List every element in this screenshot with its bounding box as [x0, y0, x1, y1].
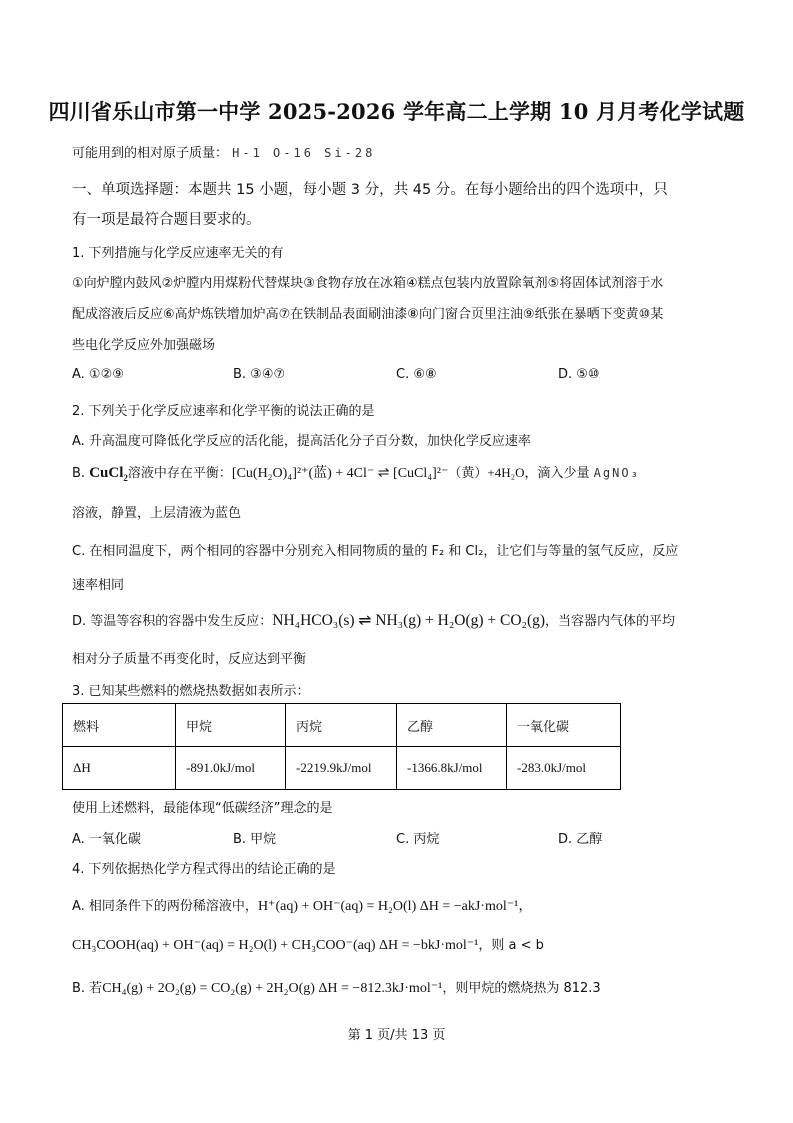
- q3-stem: 3. 已知某些燃料的燃烧热数据如表所示：: [72, 684, 310, 699]
- section-header-line2: 有一项是最符合题目要求的。: [72, 212, 261, 228]
- page-title: 四川省乐山市第一中学 2025-2026 学年高二上学期 10 月月考化学试题: [48, 99, 745, 124]
- q4-a-text: A. 相同条件下的两份稀溶液中，: [72, 899, 258, 914]
- q1-line3: 些电化学反应外加强磁场: [72, 338, 216, 353]
- q1-option-a[interactable]: A. ①②⑨: [72, 367, 124, 382]
- q4-b-equation: CH₄(g) + 2O₂(g) = CO₂(g) + 2H₂O(g) ΔH = −812.3kJ·mol⁻¹: [102, 981, 443, 996]
- table-cell: ΔH: [63, 747, 176, 790]
- table-cell: -1366.8kJ/mol: [397, 747, 507, 790]
- q2-b-agno3: AgNO₃: [593, 466, 640, 480]
- table-cell: 乙醇: [397, 704, 507, 747]
- q2-option-d-line1[interactable]: [72, 610, 675, 630]
- q2-option-d-line2: 相对分子质量不再变化时，反应达到平衡: [72, 652, 307, 667]
- table-cell: 甲烷: [176, 704, 286, 747]
- q2-d-tail: ，当容器内气体的平均: [545, 614, 676, 629]
- table-cell: 燃料: [63, 704, 176, 747]
- q1-stem: 1. 下列措施与化学反应速率无关的有: [72, 246, 284, 261]
- q2-b-equation-left: [Cu(H₂O)₄]²⁺(蓝) + 4Cl⁻ ⇌ [CuCl₄]²⁻: [231, 466, 449, 481]
- q2-d-text: D. 等温等容积的容器中发生反应：: [72, 614, 273, 629]
- q4-a-equation2: CH₃COOH(aq) + OH⁻(aq) = H₂O(l) + CH₃COO⁻(aq) ΔH = −bkJ·mol⁻¹: [72, 938, 479, 953]
- q2-b-equation-right: （黄）+4H₂O，滴入少量: [448, 465, 590, 480]
- q2-option-c-line1[interactable]: C. 在相同温度下，两个相同的容器中分别充入相同物质的量的 F₂ 和 Cl₂，让它们与等量的氢气反应，反应: [72, 544, 679, 559]
- q2-option-b-line1[interactable]: [72, 462, 640, 483]
- q2-option-a[interactable]: A. 升高温度可降低化学反应的活化能，提高活化分子百分数，加快化学反应速率: [72, 434, 531, 449]
- fuel-heat-table: [62, 703, 621, 790]
- q3-option-a[interactable]: A. 一氧化碳: [72, 832, 141, 847]
- q2-d-equation: NH₄HCO₃(s) ⇌ NH₃(g) + H₂O(g) + CO₂(g): [272, 612, 546, 629]
- q1-option-d[interactable]: D. ⑤⑩: [558, 367, 600, 382]
- q4-option-a-line2: [72, 934, 544, 954]
- q4-option-b-line1[interactable]: [72, 977, 601, 997]
- q4-option-a-line1[interactable]: [72, 895, 532, 915]
- q2-option-b-line2: 溶液，静置，上层清液为蓝色: [72, 506, 242, 521]
- q1-line1: ①向炉膛内鼓风②炉膛内用煤粉代替煤块③食物存放在冰箱④糕点包装内放置除氧剂⑤将固体试剂溶于水: [72, 276, 664, 291]
- q4-b-tail: ，则甲烷的燃烧热为 812.3: [442, 981, 601, 996]
- q4-stem: 4. 下列依据热化学方程式得出的结论正确的是: [72, 862, 336, 877]
- atomic-mass-values: H-1 O-16 Si-28: [232, 146, 376, 160]
- q2-b-text1: 溶液中存在平衡：: [127, 466, 232, 481]
- table-cell: 一氧化碳: [507, 704, 621, 747]
- q3-option-d[interactable]: D. 乙醇: [558, 832, 603, 847]
- table-row: [63, 747, 621, 790]
- q1-option-c[interactable]: C. ⑥⑧: [396, 367, 437, 382]
- q3-option-c[interactable]: C. 丙烷: [396, 832, 440, 847]
- section-header-line1: 一、单项选择题：本题共 15 小题，每小题 3 分，共 45 分。在每小题给出的四个选项中，只: [72, 182, 668, 198]
- atomic-mass-label: 可能用到的相对原子质量：: [72, 146, 229, 161]
- table-header-row: [63, 704, 621, 747]
- q2-option-c-line2: 速率相同: [72, 578, 125, 593]
- table-cell: 丙烷: [286, 704, 397, 747]
- q2-b-species: CuCl$_2$: [89, 465, 128, 483]
- table-cell: -283.0kJ/mol: [507, 747, 621, 790]
- page-footer: 第 1 页/共 13 页: [347, 1028, 446, 1043]
- atomic-mass-line: [72, 142, 375, 161]
- q2-stem: 2. 下列关于化学反应速率和化学平衡的说法正确的是: [72, 404, 375, 419]
- q2-b-prefix: B.: [72, 466, 86, 481]
- q1-option-b[interactable]: B. ③④⑦: [233, 367, 286, 382]
- q3-question: 使用上述燃料，最能体现“低碳经济”理念的是: [72, 801, 333, 816]
- q4-a-tail: ，则 a < b: [478, 938, 544, 953]
- q4-a-equation1: H⁺(aq) + OH⁻(aq) = H₂O(l) ΔH = −akJ·mol⁻¹，: [257, 899, 533, 914]
- table-cell: -2219.9kJ/mol: [286, 747, 397, 790]
- q4-b-text: B. 若: [72, 981, 103, 996]
- table-cell: -891.0kJ/mol: [176, 747, 286, 790]
- q1-line2: 配成溶液后反应⑥高炉炼铁增加炉高⑦在铁制品表面刷油漆⑧向门窗合页里注油⑨纸张在暴晒下变黄⑩某: [72, 307, 664, 322]
- q3-option-b[interactable]: B. 甲烷: [233, 832, 277, 847]
